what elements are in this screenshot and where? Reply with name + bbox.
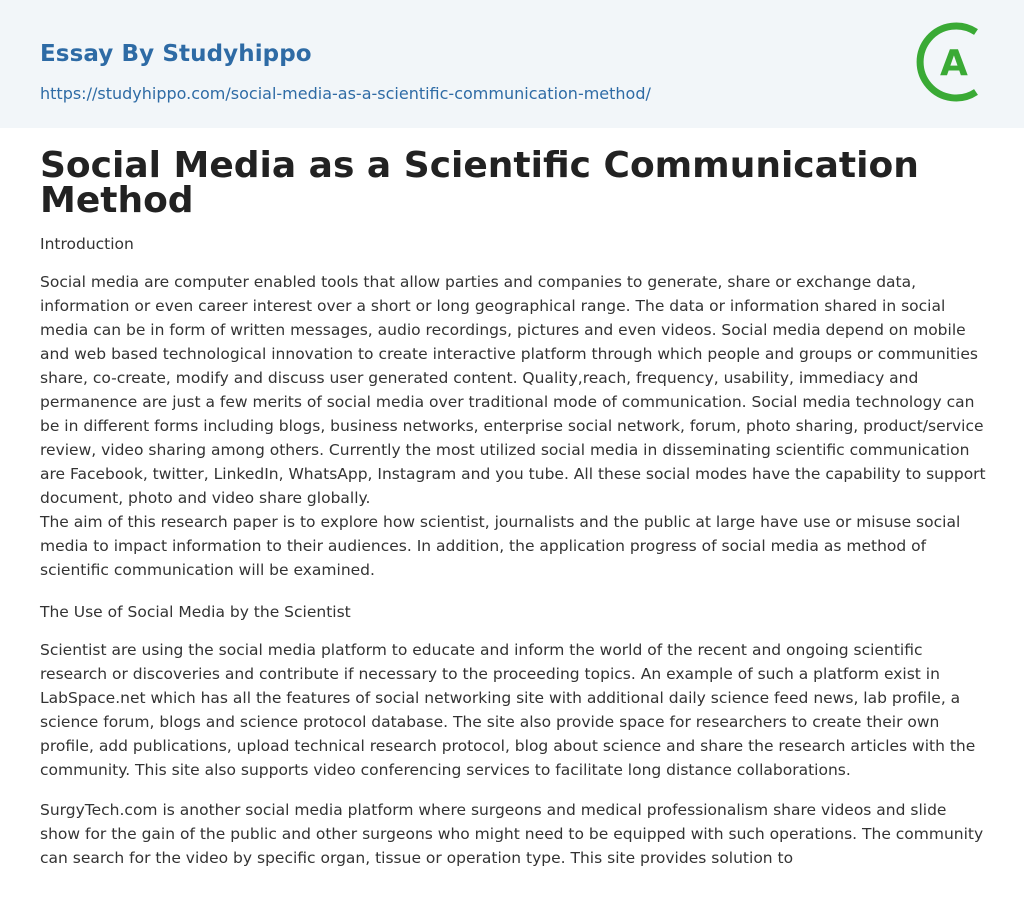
- article-title: Social Media as a Scientific Communication Method: [40, 145, 919, 221]
- section-heading-scientist: The Use of Social Media by the Scientist: [40, 603, 351, 621]
- site-header: [0, 0, 1024, 128]
- article-url-link[interactable]: https://studyhippo.com/social-media-as-a-scientific-communication-method/: [40, 84, 651, 103]
- paragraph: SurgyTech.com is another social media platform where surgeons and medical professionalism share videos and slide show for the gain of the public and other surgeons who might need to be equipped with such operations. The community can search for the video by specific organ, tissue or operation type. This site provides solution to: [40, 801, 984, 867]
- studyhippo-logo-icon[interactable]: [912, 18, 988, 106]
- logo-letter: A: [940, 43, 968, 84]
- section-heading-introduction: Introduction: [40, 235, 134, 253]
- paragraph: The aim of this research paper is to explore how scientist, journalists and the public at large have use or misuse social media to impact information to their audiences. In addition, the application progress of social media as method of scientific communication will be examined.: [40, 513, 961, 579]
- paragraph: Scientist are using the social media platform to educate and inform the world of the recent and ongoing scientific research or discoveries and contribute if necessary to the proceeding topics. An example of such a platform exist in LabSpace.net which has all the features of social networking site with additional daily science feed news, lab profile, a science forum, blogs and science protocol database. The site also provide space for researchers to create their own profile, add publications, upload technical research protocol, blog about science and share the research articles with the community. This site also supports video conferencing services to facilitate long distance collaborations.: [40, 641, 976, 779]
- paragraph: Social media are computer enabled tools that allow parties and companies to generate, share or exchange data, information or even career interest over a short or long geographical range. The data or information shared in social media can be in form of written messages, audio recordings, pictures and even videos. Social media depend on mobile and web based technological innovation to create interactive platform through which people and groups or communities share, co-create, modify and discuss user generated content. Quality,reach, frequency, usability, immediacy and permanence are just a few merits of social media over traditional mode of communication. Social media technology can be in different forms including blogs, business networks, enterprise social network, forum, photo sharing, product/service review, video sharing among others. Currently the most utilized social media in disseminating scientific communication are Facebook, twitter, LinkedIn, WhatsApp, Instagram and you tube. All these social modes have the capability to support document, photo and video share globally.: [40, 273, 986, 507]
- article-content: [40, 145, 986, 870]
- brand-title[interactable]: Essay By Studyhippo: [40, 41, 312, 67]
